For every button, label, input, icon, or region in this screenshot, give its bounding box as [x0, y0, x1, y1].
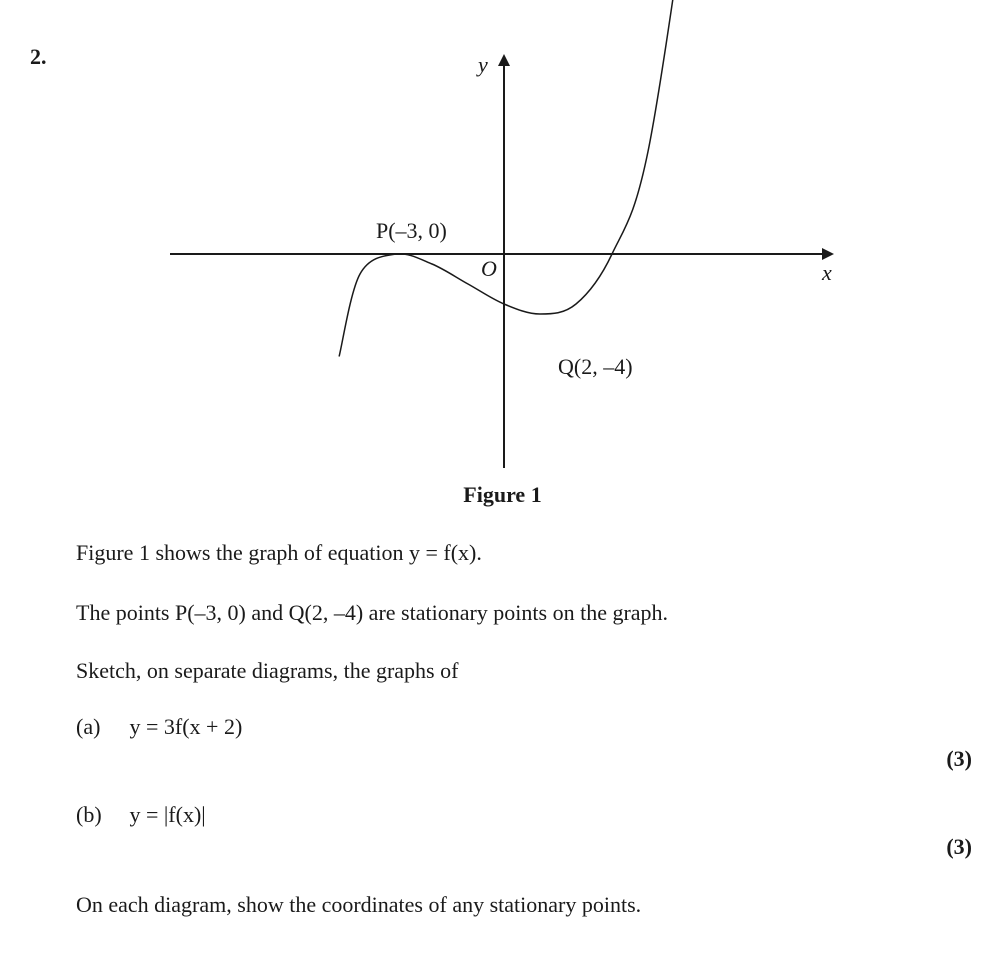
- y-axis-label: y: [478, 52, 488, 77]
- text-line-3: Sketch, on separate diagrams, the graphs of: [76, 658, 459, 683]
- point-q-label: Q(2, –4): [558, 354, 633, 379]
- x-axis-label: x: [822, 260, 832, 285]
- part-a-equation: y = 3f(x + 2): [129, 714, 243, 739]
- part-a-marks: (3): [946, 746, 972, 771]
- part-b-marks: (3): [946, 834, 972, 859]
- part-b: [76, 802, 206, 828]
- part-b-equation: y = |f(x)|: [129, 802, 206, 827]
- part-a: [76, 714, 242, 740]
- curve-f-of-x: [339, 0, 694, 357]
- origin-label: O: [481, 256, 497, 281]
- text-line-1: Figure 1 shows the graph of equation y = f(x).: [76, 540, 482, 565]
- point-p-label: P(–3, 0): [376, 218, 447, 243]
- part-a-label: (a): [76, 714, 101, 739]
- text-line-2: The points P(–3, 0) and Q(2, –4) are stationary points on the graph.: [76, 600, 669, 625]
- figure-caption: Figure 1: [463, 482, 542, 507]
- part-b-label: (b): [76, 802, 102, 827]
- text-line-final: On each diagram, show the coordinates of any stationary points.: [76, 892, 642, 917]
- question-number: 2.: [30, 44, 47, 69]
